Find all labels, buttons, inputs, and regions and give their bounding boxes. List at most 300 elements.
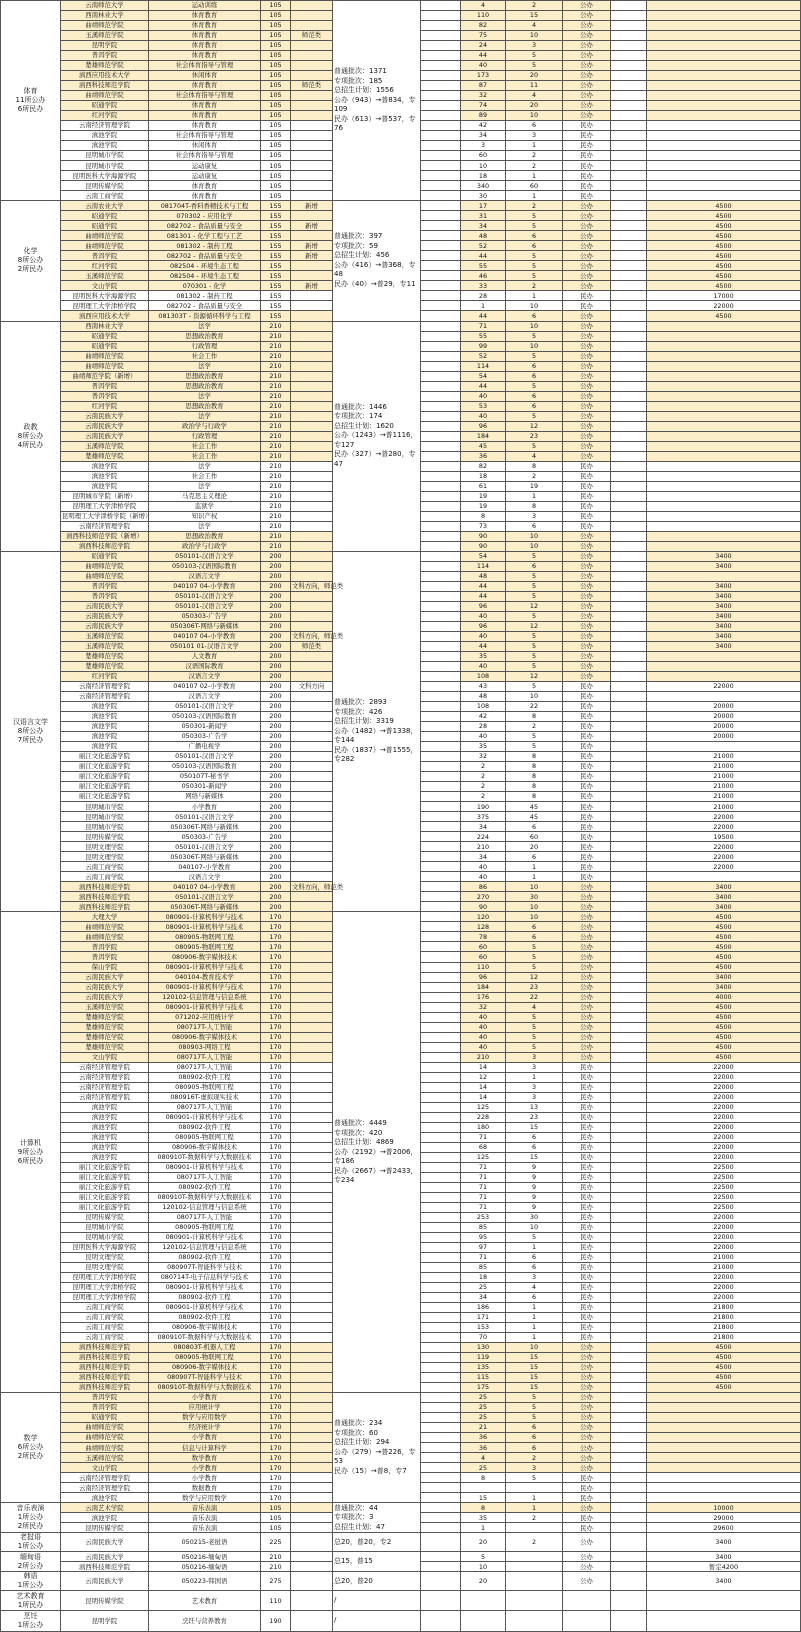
remark-cell <box>291 121 333 131</box>
special-quota-cell: 23 <box>506 431 563 441</box>
normal-quota-cell: 78 <box>461 932 506 942</box>
school-cell: 滇西应用技术大学 <box>61 71 149 81</box>
tuition-cell <box>647 171 801 181</box>
score-cell: 200 <box>261 611 291 621</box>
remark-cell: 文科方向，师范类 <box>292 632 344 641</box>
school-type-cell: 公办 <box>563 972 611 982</box>
tuition-cell <box>647 652 801 662</box>
special-quota-cell: 6 <box>506 391 563 401</box>
normal-quota-cell: 54 <box>461 371 506 381</box>
spacer-cell <box>611 1022 647 1032</box>
major-cell: 080916T-虚拟现实技术 <box>149 1092 261 1102</box>
score-cell: 170 <box>261 1002 291 1012</box>
school-type-cell: 民办 <box>563 1122 611 1132</box>
school-type-cell: 公办 <box>563 371 611 381</box>
school-type-cell: 公办 <box>563 31 611 41</box>
spacer-cell <box>421 1293 461 1303</box>
group-name-line: 8所公办 <box>17 727 44 736</box>
tuition-cell: 21800 <box>647 1313 801 1323</box>
spacer-cell <box>421 682 461 692</box>
normal-quota-cell: 71 <box>461 1182 506 1192</box>
score-cell: 170 <box>261 1363 291 1373</box>
special-quota-cell: 3 <box>506 1062 563 1072</box>
remark-cell <box>291 1493 333 1503</box>
spacer-cell <box>611 852 647 862</box>
normal-quota-cell: 25 <box>461 1393 506 1403</box>
major-cell: 080907T-智能科学与技术 <box>149 1373 261 1383</box>
special-quota-cell: 8 <box>506 772 563 782</box>
special-quota-cell: 5 <box>506 642 563 652</box>
spacer-cell <box>421 531 461 541</box>
school-cell: 滇西应用技术大学 <box>61 311 149 321</box>
school-type-cell: 公办 <box>563 431 611 441</box>
remark-cell <box>291 1313 333 1323</box>
summary-line: 普通批次：4449 <box>334 1119 387 1128</box>
major-cell: 体育教育 <box>149 51 261 61</box>
score-cell: 170 <box>261 1072 291 1082</box>
remark-cell <box>291 982 333 992</box>
spacer-cell <box>611 692 647 702</box>
remark-cell <box>291 962 333 972</box>
spacer-cell <box>421 571 461 581</box>
score-cell: 200 <box>261 561 291 571</box>
school-type-cell: 民办 <box>563 151 611 161</box>
spacer-cell <box>611 1383 647 1393</box>
tuition-cell: 3400 <box>647 631 801 641</box>
normal-quota-cell: 32 <box>461 752 506 762</box>
special-quota-cell: 2 <box>506 1533 563 1552</box>
summary-line: 专项批次：59 <box>334 241 378 250</box>
score-cell: 170 <box>261 1262 291 1272</box>
spacer-cell <box>421 311 461 321</box>
group-name-line: 8所公办 <box>17 256 44 265</box>
spacer-cell <box>421 1252 461 1262</box>
spacer-cell <box>421 1162 461 1172</box>
score-cell: 200 <box>261 551 291 561</box>
normal-quota-cell: 8 <box>461 1473 506 1483</box>
remark-cell <box>291 1562 333 1572</box>
tuition-cell: 暂定4200 <box>647 1562 801 1572</box>
tuition-cell: 3400 <box>647 621 801 631</box>
school-type-cell: 公办 <box>563 601 611 611</box>
major-cell: 071202-应用统计学 <box>149 1012 261 1022</box>
spacer-cell <box>421 1 461 11</box>
school-type-cell: 公办 <box>563 41 611 51</box>
spacer-cell <box>611 211 647 221</box>
normal-quota-cell: 2 <box>461 792 506 802</box>
school-cell: 丽江文化旅游学院 <box>61 792 149 802</box>
special-quota-cell: 15 <box>506 1383 563 1393</box>
spacer-cell <box>421 1503 461 1513</box>
summary-line: 普通批次：44 <box>334 1503 378 1512</box>
normal-quota-cell: 119 <box>461 1353 506 1363</box>
spacer-cell <box>421 391 461 401</box>
major-cell: 081302 - 制药工程 <box>149 241 261 251</box>
score-cell: 170 <box>261 1142 291 1152</box>
school-type-cell: 公办 <box>563 81 611 91</box>
tuition-cell: 3400 <box>647 892 801 902</box>
normal-quota-cell: 114 <box>461 561 506 571</box>
major-cell: 烹饪与营养教育 <box>149 1611 261 1631</box>
spacer-cell <box>421 11 461 21</box>
major-cell: 社会体育指导与管理 <box>149 61 261 71</box>
tuition-cell: 22000 <box>647 842 801 852</box>
remark-cell <box>291 361 333 371</box>
spacer-cell <box>611 1152 647 1162</box>
school-type-cell: 民办 <box>563 842 611 852</box>
school-type-cell: 民办 <box>563 812 611 822</box>
remark-cell <box>291 1483 333 1493</box>
remark-cell <box>291 431 333 441</box>
school-cell: 昆明城市学院 <box>61 822 149 832</box>
remark-cell <box>291 1272 333 1282</box>
summary-line: 公办（1243）→普1116，专127 <box>334 431 418 449</box>
major-cell: 080901-计算机科学与技术 <box>149 1112 261 1122</box>
school-type-cell: 公办 <box>563 411 611 421</box>
spacer-cell <box>611 1202 647 1212</box>
remark-cell <box>291 992 333 1002</box>
special-quota-cell: 5 <box>506 251 563 261</box>
group-name-line: 2所民办 <box>17 1522 44 1531</box>
special-quota-cell: 10 <box>506 912 563 922</box>
school-type-cell: 公办 <box>563 591 611 601</box>
spacer-cell <box>611 802 647 812</box>
score-cell: 200 <box>261 832 291 842</box>
school-type-cell: 公办 <box>563 421 611 431</box>
remark-cell <box>291 1293 333 1303</box>
major-cell: 数学与应用数学 <box>149 1413 261 1423</box>
major-cell: 050103-汉语国际教育 <box>149 712 261 722</box>
tuition-cell: 21800 <box>647 1333 801 1343</box>
school-type-cell: 民办 <box>563 1142 611 1152</box>
special-quota-cell: 9 <box>506 1202 563 1212</box>
major-cell: 行政管理 <box>149 341 261 351</box>
tuition-cell <box>647 1591 801 1611</box>
normal-quota-cell: 5 <box>461 1552 506 1562</box>
major-cell: 082504 - 环境生态工程 <box>149 271 261 281</box>
remark-cell <box>291 1162 333 1172</box>
tuition-cell <box>647 51 801 61</box>
major-cell: 040107 04-小学教育 <box>149 882 261 892</box>
summary-line: 专项批次：185 <box>334 76 383 85</box>
major-cell: 080717T-人工智能 <box>149 1212 261 1222</box>
spacer-cell <box>421 51 461 61</box>
tuition-cell <box>647 471 801 481</box>
normal-quota-cell: 44 <box>461 251 506 261</box>
school-cell: 普洱学院 <box>61 51 149 61</box>
remark-cell <box>291 1443 333 1453</box>
school-type-cell: 公办 <box>563 251 611 261</box>
spacer-cell <box>421 291 461 301</box>
normal-quota-cell: 34 <box>461 852 506 862</box>
tuition-cell: 22000 <box>647 1293 801 1303</box>
school-cell: 云南经济管理学院 <box>61 121 149 131</box>
school-cell: 云南工商学院 <box>61 1323 149 1333</box>
normal-quota-cell: 8 <box>461 511 506 521</box>
major-cell: 050101-汉语言文学 <box>149 752 261 762</box>
tuition-cell: 22000 <box>647 812 801 822</box>
special-quota-cell: 10 <box>506 301 563 311</box>
spacer-cell <box>611 1552 647 1562</box>
remark-cell <box>291 872 333 882</box>
score-cell: 170 <box>261 1172 291 1182</box>
score-cell: 170 <box>261 1493 291 1503</box>
spacer-cell <box>421 181 461 191</box>
score-cell: 200 <box>261 601 291 611</box>
tuition-cell: 21000 <box>647 1252 801 1262</box>
major-cell: 汉语言文学 <box>149 571 261 581</box>
spacer-cell <box>611 702 647 712</box>
table-row <box>1 1611 801 1631</box>
spacer-cell <box>611 1363 647 1373</box>
tuition-cell <box>647 91 801 101</box>
school-type-cell: 民办 <box>563 822 611 832</box>
group-name-cell <box>1 1591 61 1611</box>
group-name-cell <box>1 1611 61 1631</box>
school-cell: 滇池学院 <box>61 1142 149 1152</box>
special-quota-cell: 6 <box>506 1142 563 1152</box>
major-cell: 音乐表演 <box>149 1523 261 1533</box>
score-cell: 170 <box>261 1182 291 1192</box>
major-cell: 汉语言文学 <box>149 692 261 702</box>
score-cell: 210 <box>261 441 291 451</box>
normal-quota-cell: 89 <box>461 111 506 121</box>
normal-quota-cell: 36 <box>461 1433 506 1443</box>
school-cell: 滇西科技师范学院 <box>61 1373 149 1383</box>
special-quota-cell: 5 <box>506 551 563 561</box>
school-cell: 保山学院 <box>61 962 149 972</box>
group-name-line: 11所公办 <box>15 96 46 105</box>
school-type-cell: 民办 <box>563 852 611 862</box>
major-cell: 体育教育 <box>149 31 261 41</box>
school-cell: 云南经济管理学院 <box>61 1072 149 1082</box>
spacer-cell <box>421 1562 461 1572</box>
spacer-cell <box>421 702 461 712</box>
school-cell: 昆明理工大学津桥学院 <box>61 1293 149 1303</box>
normal-quota-cell: 2 <box>461 762 506 772</box>
spacer-cell <box>611 1393 647 1403</box>
remark-cell <box>291 1062 333 1072</box>
school-type-cell: 公办 <box>563 381 611 391</box>
major-cell: 080906-数字媒体技术 <box>149 1323 261 1333</box>
spacer-cell <box>421 742 461 752</box>
school-cell: 昆明城市学院 <box>61 151 149 161</box>
normal-quota-cell: 18 <box>461 1272 506 1282</box>
score-cell: 210 <box>261 501 291 511</box>
school-cell: 昆明文理学院 <box>61 1262 149 1272</box>
special-quota-cell: 1 <box>506 191 563 201</box>
normal-quota-cell: 224 <box>461 832 506 842</box>
tuition-cell: 22000 <box>647 1132 801 1142</box>
school-type-cell <box>563 1591 611 1611</box>
score-cell: 170 <box>261 1423 291 1433</box>
normal-quota-cell: 40 <box>461 611 506 621</box>
school-type-cell: 公办 <box>563 401 611 411</box>
normal-quota-cell: 71 <box>461 1192 506 1202</box>
major-cell: 080906-数字媒体技术 <box>149 952 261 962</box>
summary-line: 民办（327）→普280，专47 <box>334 450 416 468</box>
normal-quota-cell: 270 <box>461 892 506 902</box>
normal-quota-cell: 40 <box>461 862 506 872</box>
school-cell: 云南工商学院 <box>61 862 149 872</box>
major-cell: 082702 - 食品质量与安全 <box>149 251 261 261</box>
school-type-cell: 民办 <box>563 752 611 762</box>
school-type-cell: 公办 <box>563 361 611 371</box>
school-type-cell: 民办 <box>563 1212 611 1222</box>
school-cell: 昆明城市学院 <box>61 161 149 171</box>
normal-quota-cell: 108 <box>461 672 506 682</box>
summary-line: 民办（15）→普8，专7 <box>334 1466 407 1475</box>
special-quota-cell: 12 <box>506 972 563 982</box>
major-cell: 080905-物联网工程 <box>149 1353 261 1363</box>
summary-line: 普通批次：2893 <box>334 698 387 707</box>
major-cell: 音乐表演 <box>149 1503 261 1513</box>
score-cell: 170 <box>261 1252 291 1262</box>
score-cell: 210 <box>261 1562 291 1572</box>
normal-quota-cell: 40 <box>461 1032 506 1042</box>
spacer-cell <box>611 1072 647 1082</box>
remark-cell <box>291 461 333 471</box>
score-cell: 200 <box>261 792 291 802</box>
normal-quota-cell: 19 <box>461 491 506 501</box>
remark-cell <box>291 1132 333 1142</box>
spacer-cell <box>421 161 461 171</box>
score-cell: 210 <box>261 491 291 501</box>
spacer-cell <box>421 1373 461 1383</box>
major-cell: 政治学与行政学 <box>149 541 261 551</box>
summary-line: / <box>334 1616 337 1625</box>
school-cell: 滇池学院 <box>61 1152 149 1162</box>
spacer-cell <box>611 621 647 631</box>
normal-quota-cell: 44 <box>461 581 506 591</box>
school-cell: 西南林业大学 <box>61 11 149 21</box>
school-cell: 滇池学院 <box>61 461 149 471</box>
spacer-cell <box>611 321 647 331</box>
tuition-cell <box>647 662 801 672</box>
tuition-cell: 22000 <box>647 1222 801 1232</box>
spacer-cell <box>611 1443 647 1453</box>
tuition-cell <box>647 401 801 411</box>
score-cell: 105 <box>261 11 291 21</box>
school-type-cell: 民办 <box>563 1293 611 1303</box>
remark-cell <box>291 1363 333 1373</box>
spacer-cell <box>611 1523 647 1533</box>
score-cell: 105 <box>261 21 291 31</box>
remark-cell: 师范类 <box>291 81 333 91</box>
normal-quota-cell: 44 <box>461 51 506 61</box>
school-type-cell: 公办 <box>563 1373 611 1383</box>
school-cell: 曲靖师范学院 <box>61 561 149 571</box>
school-type-cell: 民办 <box>563 1072 611 1082</box>
major-cell: 080901-计算机科学与技术 <box>149 1162 261 1172</box>
spacer-cell <box>421 371 461 381</box>
special-quota-cell: 5 <box>506 1012 563 1022</box>
major-cell: 040107 02-小学教育 <box>149 682 261 692</box>
special-quota-cell: 10 <box>506 531 563 541</box>
tuition-cell <box>647 441 801 451</box>
spacer-cell <box>611 842 647 852</box>
special-quota-cell: 23 <box>506 1112 563 1122</box>
spacer-cell <box>421 1142 461 1152</box>
score-cell: 200 <box>261 662 291 672</box>
spacer-cell <box>421 942 461 952</box>
score-cell: 170 <box>261 922 291 932</box>
score-cell: 170 <box>261 1042 291 1052</box>
spacer-cell <box>421 41 461 51</box>
special-quota-cell: 8 <box>506 712 563 722</box>
special-quota-cell: 6 <box>506 561 563 571</box>
special-quota-cell: 5 <box>506 1403 563 1413</box>
tuition-cell <box>647 411 801 421</box>
group-name-line: 8所公办 <box>17 431 44 440</box>
remark-cell <box>291 762 333 772</box>
normal-quota-cell: 34 <box>461 1293 506 1303</box>
tuition-cell: 4500 <box>647 221 801 231</box>
normal-quota-cell: 40 <box>461 411 506 421</box>
spacer-cell <box>611 521 647 531</box>
spacer-cell <box>611 271 647 281</box>
remark-cell <box>291 381 333 391</box>
tuition-cell <box>647 872 801 882</box>
remark-cell <box>291 742 333 752</box>
spacer-cell <box>421 211 461 221</box>
school-cell: 滇池学院 <box>61 742 149 752</box>
school-cell: 云南经济管理学院 <box>61 1473 149 1483</box>
normal-quota-cell: 128 <box>461 922 506 932</box>
score-cell: 170 <box>261 1112 291 1122</box>
normal-quota-cell: 120 <box>461 912 506 922</box>
tuition-cell <box>647 121 801 131</box>
score-cell: 210 <box>261 461 291 471</box>
spacer-cell <box>611 1002 647 1012</box>
tuition-cell: 22000 <box>647 1142 801 1152</box>
score-cell: 200 <box>261 872 291 882</box>
special-quota-cell: 2 <box>506 1 563 11</box>
spacer-cell <box>421 972 461 982</box>
remark-cell <box>291 662 333 672</box>
remark-cell <box>291 291 333 301</box>
tuition-cell: 4500 <box>647 231 801 241</box>
remark-cell <box>291 621 333 631</box>
spacer-cell <box>421 491 461 501</box>
school-cell: 红河学院 <box>61 672 149 682</box>
school-type-cell: 公办 <box>563 391 611 401</box>
score-cell: 170 <box>261 982 291 992</box>
special-quota-cell: 1 <box>506 1313 563 1323</box>
school-cell: 滇西科技师范学院 <box>61 1562 149 1572</box>
school-cell: 曲靖师范学院 <box>61 922 149 932</box>
remark-cell <box>291 912 333 922</box>
remark-cell <box>291 1473 333 1483</box>
school-type-cell: 公办 <box>563 341 611 351</box>
school-type-cell: 公办 <box>563 11 611 21</box>
school-type-cell: 民办 <box>563 1473 611 1483</box>
school-type-cell: 民办 <box>563 1172 611 1182</box>
normal-quota-cell: 40 <box>461 61 506 71</box>
major-cell: 广播电视学 <box>149 742 261 752</box>
spacer-cell <box>421 321 461 331</box>
tuition-cell: 3400 <box>647 561 801 571</box>
special-quota-cell: 8 <box>506 752 563 762</box>
school-type-cell: 公办 <box>563 902 611 912</box>
school-cell: 昆明理工大学津桥学院 <box>61 501 149 511</box>
special-quota-cell: 4 <box>506 1002 563 1012</box>
special-quota-cell: 3 <box>506 1052 563 1062</box>
school-type-cell: 公办 <box>563 1453 611 1463</box>
spacer-cell <box>611 1591 647 1611</box>
group-summary-cell <box>333 551 421 912</box>
normal-quota-cell: 44 <box>461 311 506 321</box>
